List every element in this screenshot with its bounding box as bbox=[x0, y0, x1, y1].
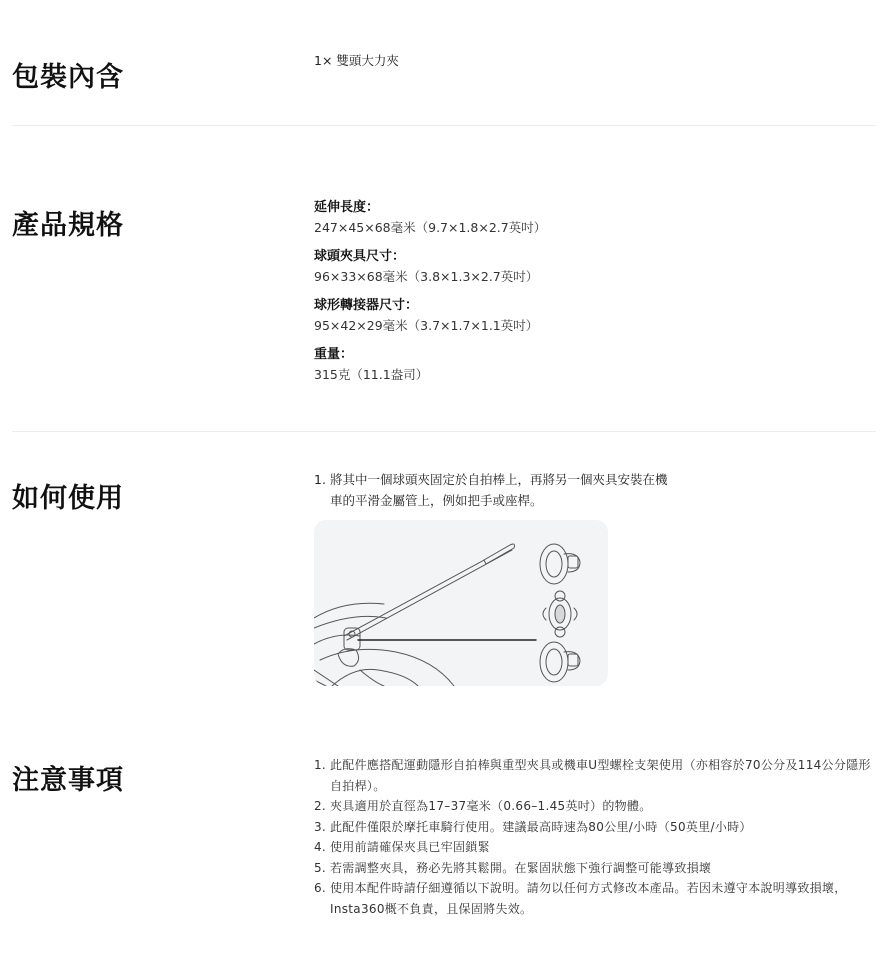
note-number: 4. bbox=[314, 840, 327, 854]
note-text: 此配件僅限於摩托車騎行使用。建議最高時速為80公里/小時（50英里/小時） bbox=[330, 819, 752, 834]
note-text: 使用本配件時請仔細遵循以下說明。請勿以任何方式修改本產品。若因未遵守本說明導致損壞，Insta360概不負責，且保固將失效。 bbox=[330, 881, 847, 916]
spec-value-ball-clamp: 96×33×68毫米（3.8×1.3×2.7英吋） bbox=[314, 269, 539, 284]
spec-label-weight: 重量： bbox=[314, 347, 354, 362]
note-text: 夾具適用於直徑為17–37毫米（0.66–1.45英吋）的物體。 bbox=[330, 799, 652, 813]
note-text: 若需調整夾具，務必先將其鬆開。在緊固狀態下強行調整可能導致損壞 bbox=[330, 860, 712, 875]
spec-value-weight: 315克（11.1盎司） bbox=[314, 367, 429, 382]
divider bbox=[12, 125, 876, 126]
divider bbox=[12, 431, 876, 432]
spec-label-ball-adapter: 球形轉接器尺寸： bbox=[314, 298, 419, 313]
mounting-illustration bbox=[314, 520, 608, 686]
specs-heading: 產品規格 bbox=[12, 210, 124, 241]
spec-label-ball-clamp: 球頭夾具尺寸： bbox=[314, 249, 406, 264]
notes-content bbox=[314, 755, 876, 919]
note-item bbox=[314, 796, 876, 817]
note-number: 5. bbox=[314, 860, 327, 875]
motorcycle-clamp-drawing bbox=[314, 520, 608, 686]
note-number: 6. bbox=[314, 881, 327, 895]
note-item bbox=[314, 817, 876, 838]
notes-list bbox=[314, 755, 876, 919]
package-heading: 包裝內含 bbox=[12, 62, 124, 93]
note-item bbox=[314, 755, 876, 796]
spec-value-ball-adapter: 95×42×29毫米（3.7×1.7×1.1英吋） bbox=[314, 318, 539, 333]
howto-step-1 bbox=[314, 469, 734, 511]
howto-step bbox=[314, 469, 734, 511]
note-item bbox=[314, 878, 876, 919]
note-text: 此配件應搭配運動隱形自拍棒與重型夾具或機車U型螺栓支架使用（亦相容於70公分及114公分隱形自拍桿）。 bbox=[330, 758, 871, 793]
note-item bbox=[314, 837, 876, 858]
package-item: 1× 雙頭大力夾 bbox=[314, 53, 399, 68]
specs-list bbox=[314, 198, 876, 394]
note-number: 3. bbox=[314, 819, 327, 834]
spec-value-length: 247×45×68毫米（9.7×1.8×2.7英吋） bbox=[314, 220, 547, 235]
note-text: 使用前請確保夾具已牢固鎖緊 bbox=[330, 840, 490, 854]
step-text-line-2: 車的平滑金屬管上，例如把手或座桿。 bbox=[330, 493, 543, 508]
step-text-line-1: 將其中一個球頭夾固定於自拍棒上，再將另一個夾具安裝在機 bbox=[330, 472, 668, 487]
step-number: 1. bbox=[314, 472, 326, 487]
notes-heading: 注意事項 bbox=[12, 765, 124, 796]
note-number: 2. bbox=[314, 799, 327, 813]
note-number: 1. bbox=[314, 758, 327, 772]
spec-label-length: 延伸長度： bbox=[314, 200, 380, 215]
howto-heading: 如何使用 bbox=[12, 483, 124, 514]
step-text bbox=[330, 469, 734, 511]
note-item bbox=[314, 858, 876, 879]
